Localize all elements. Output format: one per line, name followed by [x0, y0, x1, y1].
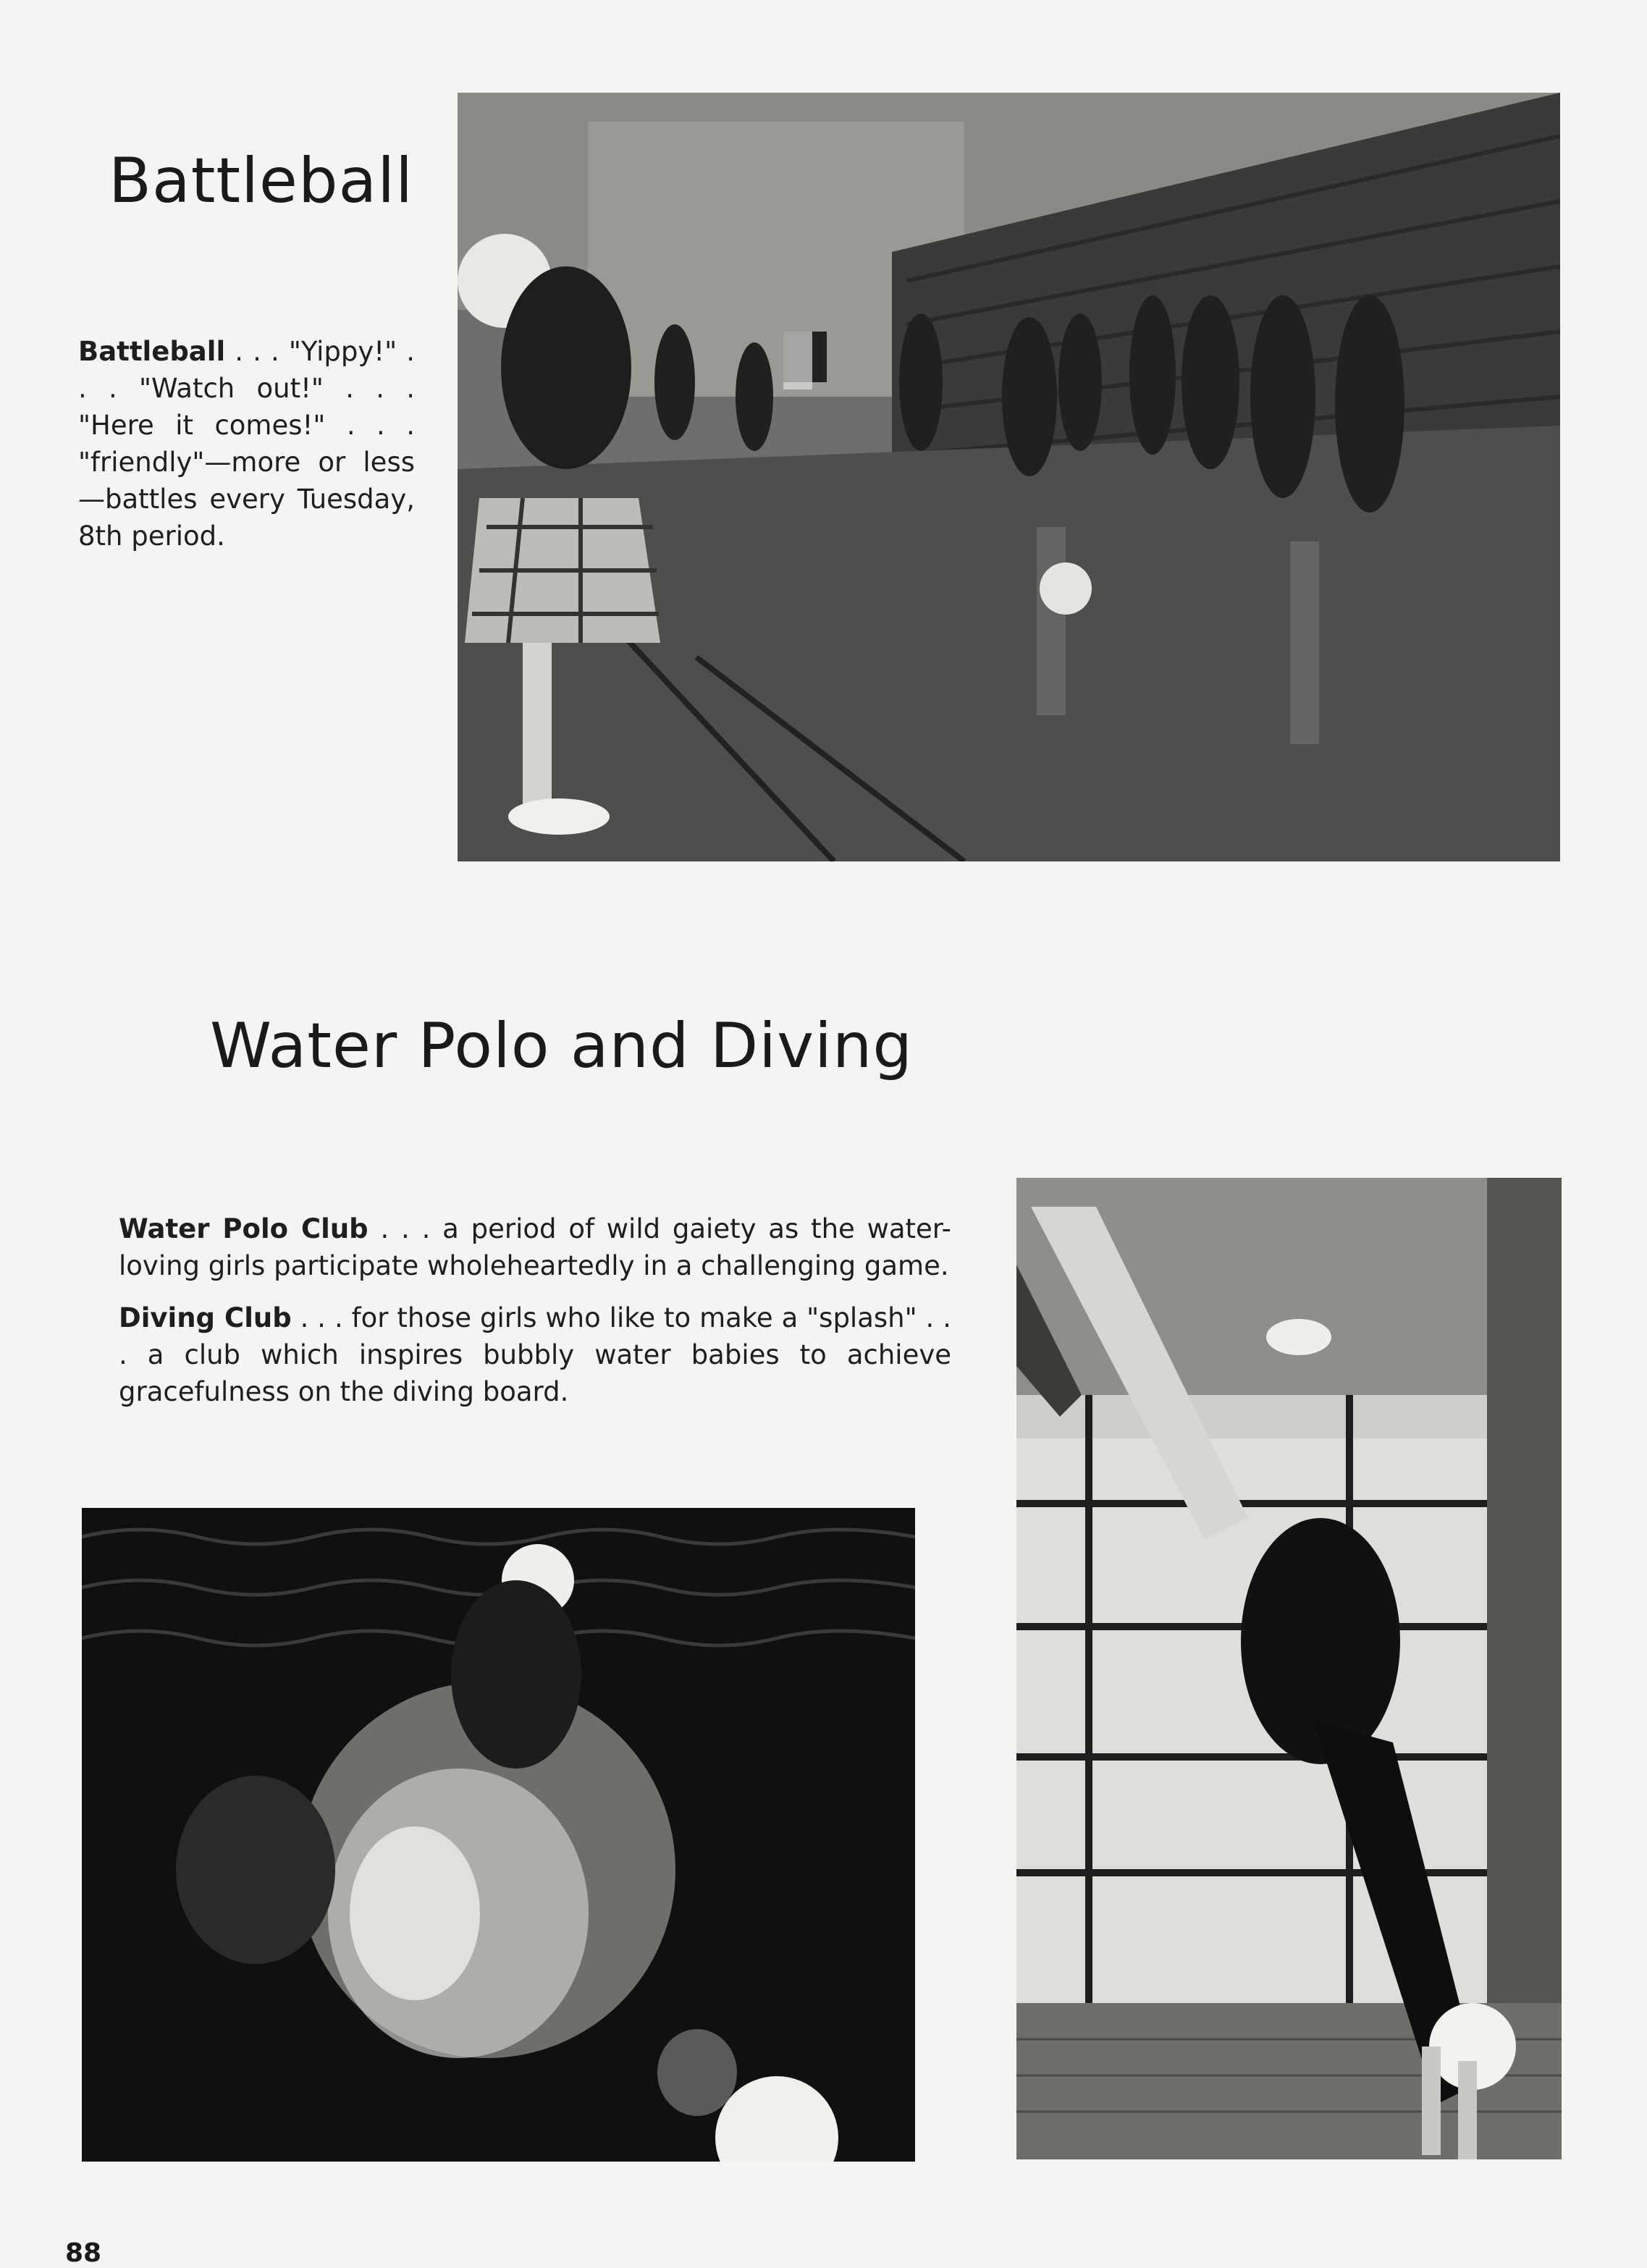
battleball-photo — [458, 93, 1560, 861]
water-polo-diving-heading: Water Polo and Diving — [210, 1010, 913, 1082]
diving-caption-lead: Diving Club — [119, 1302, 292, 1333]
diving-photo — [1016, 1178, 1562, 2159]
diving-caption-text: . . . for those girls who like to make a "splash" . . . a club which inspires bubbly water babies to achieve gracefulness on the diving board. — [119, 1302, 951, 1407]
water-polo-caption-text: . . . a period of wild gaiety as the water-loving girls participate wholeheartedly in a challenging game. — [119, 1213, 951, 1281]
water-polo-photo — [82, 1508, 915, 2162]
page-number: 88 — [65, 2238, 102, 2268]
gym-scene-image — [458, 93, 1560, 861]
battleball-heading: Battleball — [109, 145, 414, 217]
water-polo-scene-image — [82, 1508, 915, 2162]
diving-scene-image — [1016, 1178, 1562, 2159]
diving-caption — [119, 1299, 951, 1410]
battleball-caption — [78, 333, 415, 555]
battleball-caption-text: . . . "Yippy!" . . . "Watch out!" . . . "Here it comes!" . . . "friendly"—more or less —battles every Tuesday, 8th period. — [78, 336, 415, 552]
water-polo-caption-lead: Water Polo Club — [119, 1213, 368, 1244]
water-polo-caption — [119, 1210, 951, 1284]
battleball-caption-lead: Battleball — [78, 336, 226, 367]
